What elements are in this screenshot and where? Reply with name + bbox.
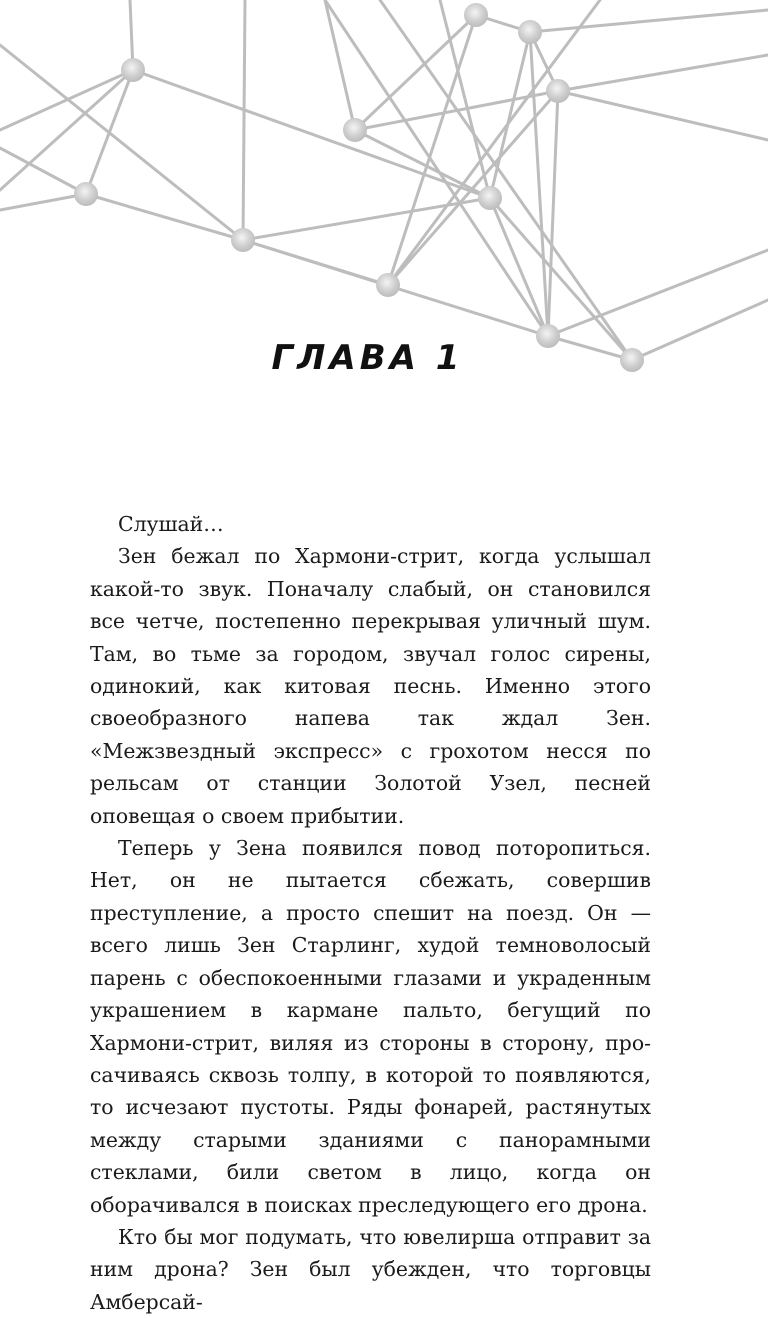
network-node <box>74 182 98 206</box>
network-node <box>121 58 145 82</box>
network-node <box>343 118 367 142</box>
network-node <box>464 3 488 27</box>
network-nodes <box>74 3 644 372</box>
paragraph: Зен бежал по Хармони-стрит, когда услышал какой-то звук. Поначалу слабый, он становился все четче, постепенно перекрывая уличный шум. Там, во тьме за городом, звучал голос сирены, одинокий, как китовая песнь. Именно этого своеобразного напева так ждал Зен. «Межзвездный экспресс» с грохотом несся по рельсам от станции Золотой Узел, песней оповещая о своем прибытии. <box>90 544 651 828</box>
network-node <box>376 273 400 297</box>
chapter-title: ГЛАВА 1 <box>271 338 464 378</box>
paragraph: Слушай… <box>118 512 224 536</box>
paragraph: Кто бы мог подумать, что ювелирша отправит за ним дрона? Зен был убежден, что торговцы Амберсай- <box>90 1224 651 1314</box>
chapter-text <box>90 508 651 1318</box>
network-node <box>546 79 570 103</box>
paragraph: Теперь у Зена появился повод поторопиться. Нет, он не пытается сбежать, совершив преступление, а просто спешит на поезд. Он — всего лишь Зен Старлинг, худой темноволосый парень с обеспокоенными глазами и украденным украшением в кармане пальто, бегущий по Хармони-стрит, виляя из стороны в сторону, просачиваясь сквозь толпу, в которой то появляются, то исчезают пустоты. Ряды фонарей, растянутых между старыми зданиями с панорамными стеклами, били светом в лицо, когда он оборачивался в поисках преследующего его дрона. <box>90 836 651 1217</box>
network-node <box>518 20 542 44</box>
network-lines <box>0 0 768 360</box>
network-node <box>478 186 502 210</box>
network-node <box>231 228 255 252</box>
